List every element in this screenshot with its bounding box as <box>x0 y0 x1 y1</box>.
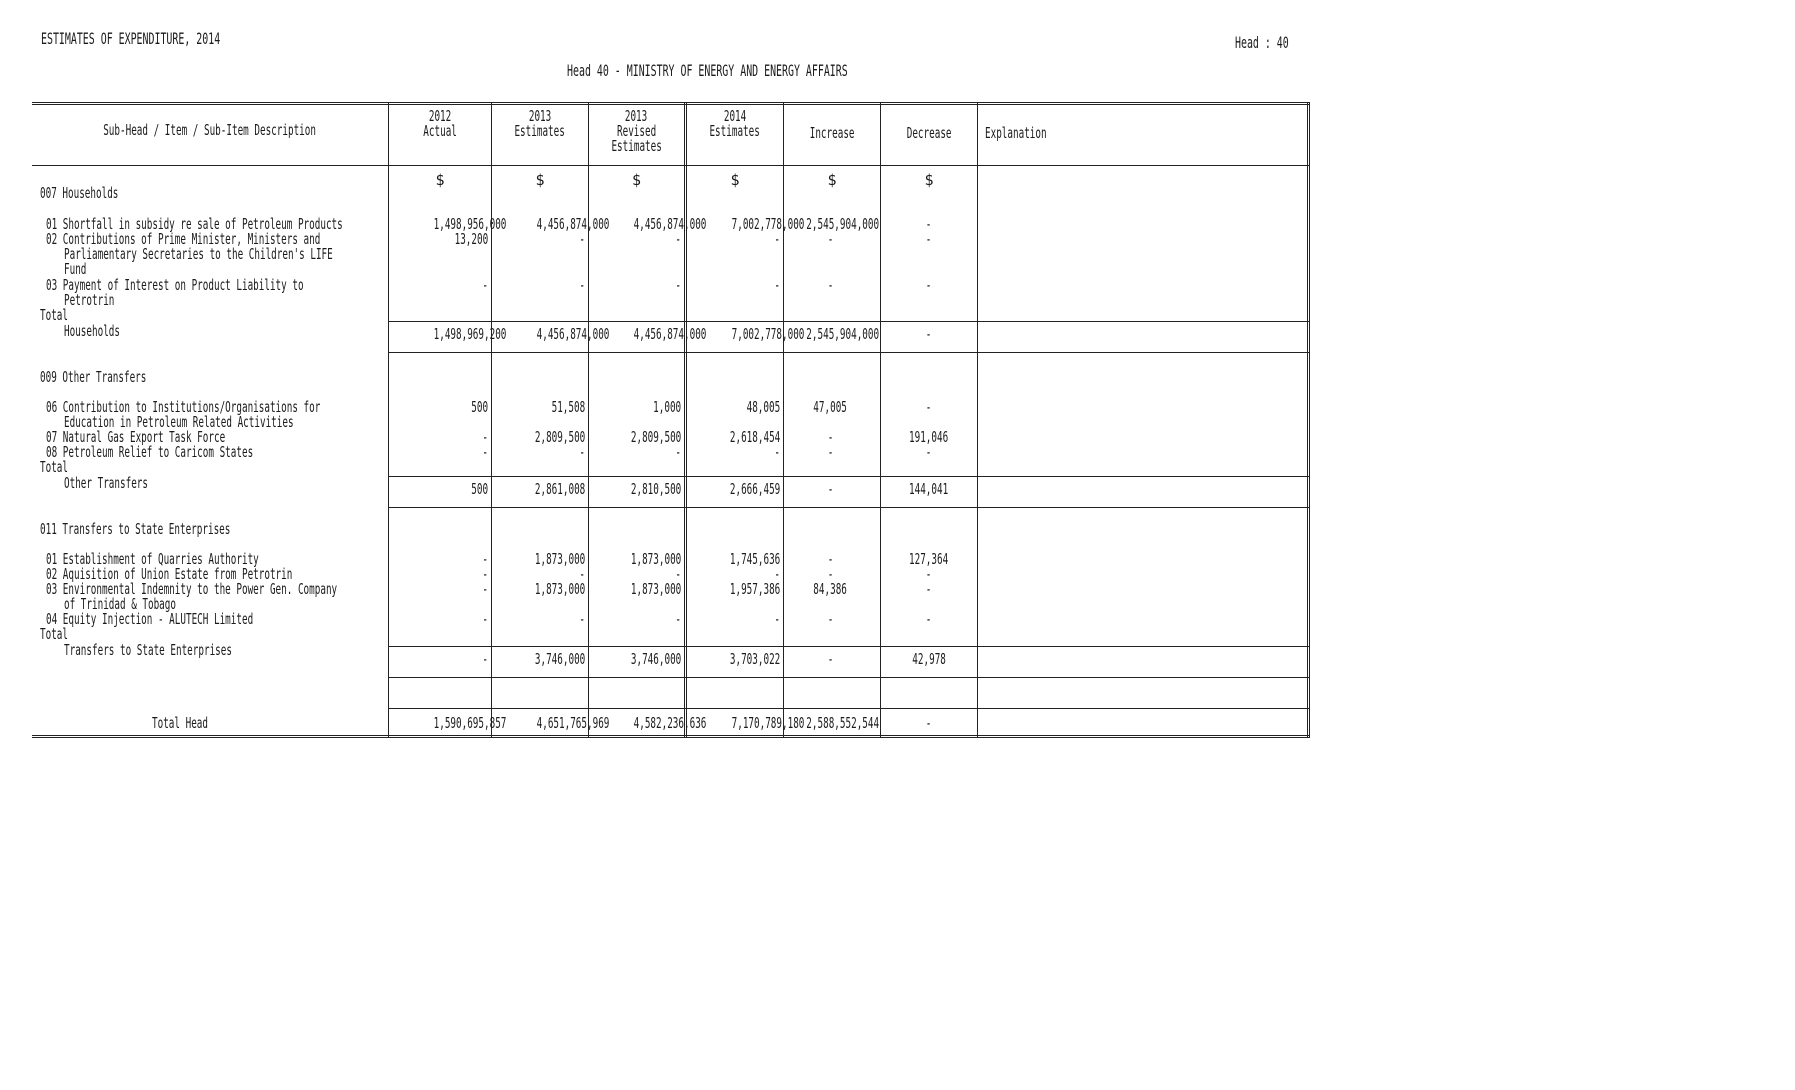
amount-2012-actual: - <box>482 565 488 583</box>
amount-decrease: - <box>926 714 932 732</box>
state-total-bottom-rule <box>388 677 1310 678</box>
expenditure-table <box>32 102 1310 738</box>
amount-2013-revised: 4,456,874,000 <box>633 325 707 343</box>
amount-2013-estimates: 4,456,874,000 <box>536 215 610 233</box>
amount-2013-revised: 2,809,500 <box>630 428 681 446</box>
amount-2013-estimates: - <box>579 610 585 628</box>
amount-increase: - <box>827 550 834 568</box>
col-rule-2 <box>491 102 492 738</box>
col-header-2012: 2012 Actual <box>423 107 457 140</box>
amount-2013-estimates: 2,861,008 <box>534 480 585 498</box>
amount-2013-revised: 1,000 <box>653 398 681 416</box>
amount-2014-estimates: 2,666,459 <box>729 480 780 498</box>
col-header-2013-revised: 2013 Revised Estimates <box>611 107 662 155</box>
grand-total-label: Total Head <box>152 714 208 732</box>
amount-increase: 2,588,552,544 <box>806 714 880 732</box>
amount-2013-estimates: - <box>579 565 585 583</box>
section-title-other-transfers: 009 Other Transfers <box>40 368 147 386</box>
col-header-2013-estimates: 2013 Estimates <box>514 107 566 140</box>
amount-2014-estimates: 1,745,636 <box>729 550 780 568</box>
amount-decrease: 42,978 <box>912 650 946 668</box>
amount-2014-estimates: - <box>774 443 780 461</box>
grand-total-top-rule <box>388 708 1310 709</box>
item-label: 08 Petroleum Relief to Caricom States <box>46 443 254 461</box>
households-total-top-rule <box>388 321 1310 322</box>
col-rule-6 <box>880 102 881 738</box>
total-label: Total <box>40 306 68 324</box>
total-label: Total <box>40 458 68 476</box>
amount-decrease: - <box>926 215 932 233</box>
amount-2014-estimates: - <box>774 565 780 583</box>
col-header-decrease: Decrease <box>906 124 952 142</box>
amount-increase: 47,005 <box>813 398 848 416</box>
item-label: Education in Petroleum Related Activities <box>64 413 294 431</box>
amount-2014-estimates: 7,002,778,000 <box>731 325 805 343</box>
amount-decrease: - <box>926 443 932 461</box>
amount-decrease: - <box>926 580 932 598</box>
amount-2012-actual: - <box>482 428 488 446</box>
state-total-top-rule <box>388 646 1310 647</box>
item-label: of Trinidad & Tobago <box>64 595 176 613</box>
amount-2013-revised: 1,873,000 <box>630 550 681 568</box>
amount-2013-estimates: 1,873,000 <box>534 580 585 598</box>
amount-decrease: - <box>926 610 932 628</box>
col-rule-3 <box>588 102 589 738</box>
item-label: 01 Establishment of Quarries Authority <box>46 550 259 568</box>
amount-decrease: - <box>926 325 932 343</box>
amount-2012-actual: 500 <box>471 480 488 498</box>
item-label: 03 Environmental Indemnity to the Power Gen. Company <box>46 580 338 598</box>
table-bottom-rule <box>32 735 1310 738</box>
households-total-bottom-rule <box>388 352 1310 353</box>
amount-decrease: - <box>926 398 932 416</box>
item-label: Petrotrin <box>64 291 115 309</box>
amount-2013-revised: - <box>675 230 681 248</box>
amount-2013-estimates: 4,651,765,969 <box>536 714 610 732</box>
amount-decrease: - <box>926 565 932 583</box>
amount-2014-estimates: 48,005 <box>746 398 780 416</box>
currency-2013e: $ <box>535 171 545 189</box>
currency-decrease: $ <box>924 171 934 189</box>
total-name: Transfers to State Enterprises <box>64 641 232 659</box>
amount-2012-actual: - <box>482 443 488 461</box>
amount-2013-estimates: 2,809,500 <box>534 428 585 446</box>
col-rule-right <box>1307 102 1310 738</box>
amount-2013-estimates: 51,508 <box>551 398 585 416</box>
col-header-increase: Increase <box>809 124 855 142</box>
amount-2013-revised: 3,746,000 <box>630 650 681 668</box>
amount-2013-revised: - <box>675 443 681 461</box>
amount-2013-revised: 1,873,000 <box>630 580 681 598</box>
amount-decrease: - <box>926 230 932 248</box>
total-name: Other Transfers <box>64 474 148 492</box>
amount-increase: - <box>827 276 834 294</box>
amount-increase: - <box>827 650 834 668</box>
currency-2012: $ <box>435 171 445 189</box>
amount-2014-estimates: - <box>774 276 780 294</box>
amount-2014-estimates: - <box>774 230 780 248</box>
amount-increase: - <box>827 610 834 628</box>
amount-2014-estimates: 1,957,386 <box>729 580 780 598</box>
table-top-rule <box>32 102 1310 105</box>
col-rule-7 <box>977 102 978 738</box>
currency-2014: $ <box>730 171 740 189</box>
amount-increase: - <box>827 443 834 461</box>
item-label: 03 Payment of Interest on Product Liability to <box>46 276 304 294</box>
total-name: Households <box>64 322 120 340</box>
amount-2013-estimates: - <box>579 443 585 461</box>
amount-2013-revised: - <box>675 565 681 583</box>
item-label: 07 Natural Gas Export Task Force <box>46 428 226 446</box>
amount-2014-estimates: 3,703,022 <box>729 650 780 668</box>
item-label: 04 Equity Injection - ALUTECH Limited <box>46 610 254 628</box>
amount-2013-revised: 4,582,236,636 <box>633 714 707 732</box>
col-header-explanation: Explanation <box>985 124 1047 142</box>
amount-2013-revised: 4,456,874,000 <box>633 215 707 233</box>
amount-2012-actual: - <box>482 550 488 568</box>
amount-2013-estimates: 4,456,874,000 <box>536 325 610 343</box>
amount-increase: - <box>827 480 834 498</box>
amount-2013-revised: 2,810,500 <box>630 480 681 498</box>
amount-decrease: 144,041 <box>909 480 949 498</box>
amount-2013-estimates: 3,746,000 <box>534 650 585 668</box>
item-label: 06 Contribution to Institutions/Organisations for <box>46 398 321 416</box>
item-label: Fund <box>64 260 87 278</box>
currency-2013r: $ <box>631 171 642 189</box>
amount-2013-revised: - <box>675 276 681 294</box>
other-total-top-rule <box>388 476 1310 477</box>
section-title-state-enterprises: 011 Transfers to State Enterprises <box>40 520 231 538</box>
amount-2012-actual: 1,498,956,000 <box>433 215 507 233</box>
item-label: 02 Contributions of Prime Minister, Ministers and <box>46 230 321 248</box>
amount-increase: 84,386 <box>813 580 848 598</box>
col-rule-4 <box>684 102 687 738</box>
amount-2012-actual: - <box>482 610 488 628</box>
col-rule-5 <box>783 102 784 738</box>
amount-2012-actual: 1,590,695,857 <box>433 714 507 732</box>
amount-2012-actual: - <box>482 276 488 294</box>
other-total-bottom-rule <box>388 507 1310 508</box>
amount-decrease: 191,046 <box>909 428 949 446</box>
amount-increase: - <box>827 230 834 248</box>
amount-2013-estimates: - <box>579 230 585 248</box>
section-title-households: 007 Households <box>40 184 119 202</box>
amount-2013-revised: - <box>675 610 681 628</box>
amount-2012-actual: 500 <box>471 398 488 416</box>
amount-increase: - <box>827 428 834 446</box>
col-header-2014: 2014 Estimates <box>709 107 761 140</box>
amount-decrease: - <box>926 276 932 294</box>
amount-2012-actual: 13,200 <box>454 230 488 248</box>
item-label: 01 Shortfall in subsidy re sale of Petroleum Products <box>46 215 343 233</box>
amount-2014-estimates: - <box>774 610 780 628</box>
header-bottom-rule <box>32 165 1310 166</box>
amount-2013-estimates: 1,873,000 <box>534 550 585 568</box>
amount-2014-estimates: 7,170,789,180 <box>731 714 805 732</box>
amount-2013-estimates: - <box>579 276 585 294</box>
amount-increase: - <box>827 565 834 583</box>
amount-2012-actual: 1,498,969,200 <box>433 325 507 343</box>
amount-decrease: 127,364 <box>909 550 949 568</box>
amount-increase: 2,545,904,000 <box>806 215 880 233</box>
amount-2012-actual: - <box>482 650 488 668</box>
amount-2012-actual: - <box>482 580 488 598</box>
amount-2014-estimates: 2,618,454 <box>729 428 780 446</box>
amount-increase: 2,545,904,000 <box>806 325 880 343</box>
head-reference: Head : 40 <box>1235 33 1289 52</box>
document-title: ESTIMATES OF EXPENDITURE, 2014 <box>41 29 221 48</box>
ministry-heading: Head 40 - MINISTRY OF ENERGY AND ENERGY AFFAIRS <box>567 61 848 80</box>
item-label: 02 Aquisition of Union Estate from Petrotrin <box>46 565 293 583</box>
amount-2014-estimates: 7,002,778,000 <box>731 215 805 233</box>
item-label: Parliamentary Secretaries to the Children's LIFE <box>64 245 333 263</box>
total-label: Total <box>40 625 68 643</box>
currency-increase: $ <box>827 171 837 189</box>
col-header-description: Sub-Head / Item / Sub-Item Description <box>103 121 317 139</box>
